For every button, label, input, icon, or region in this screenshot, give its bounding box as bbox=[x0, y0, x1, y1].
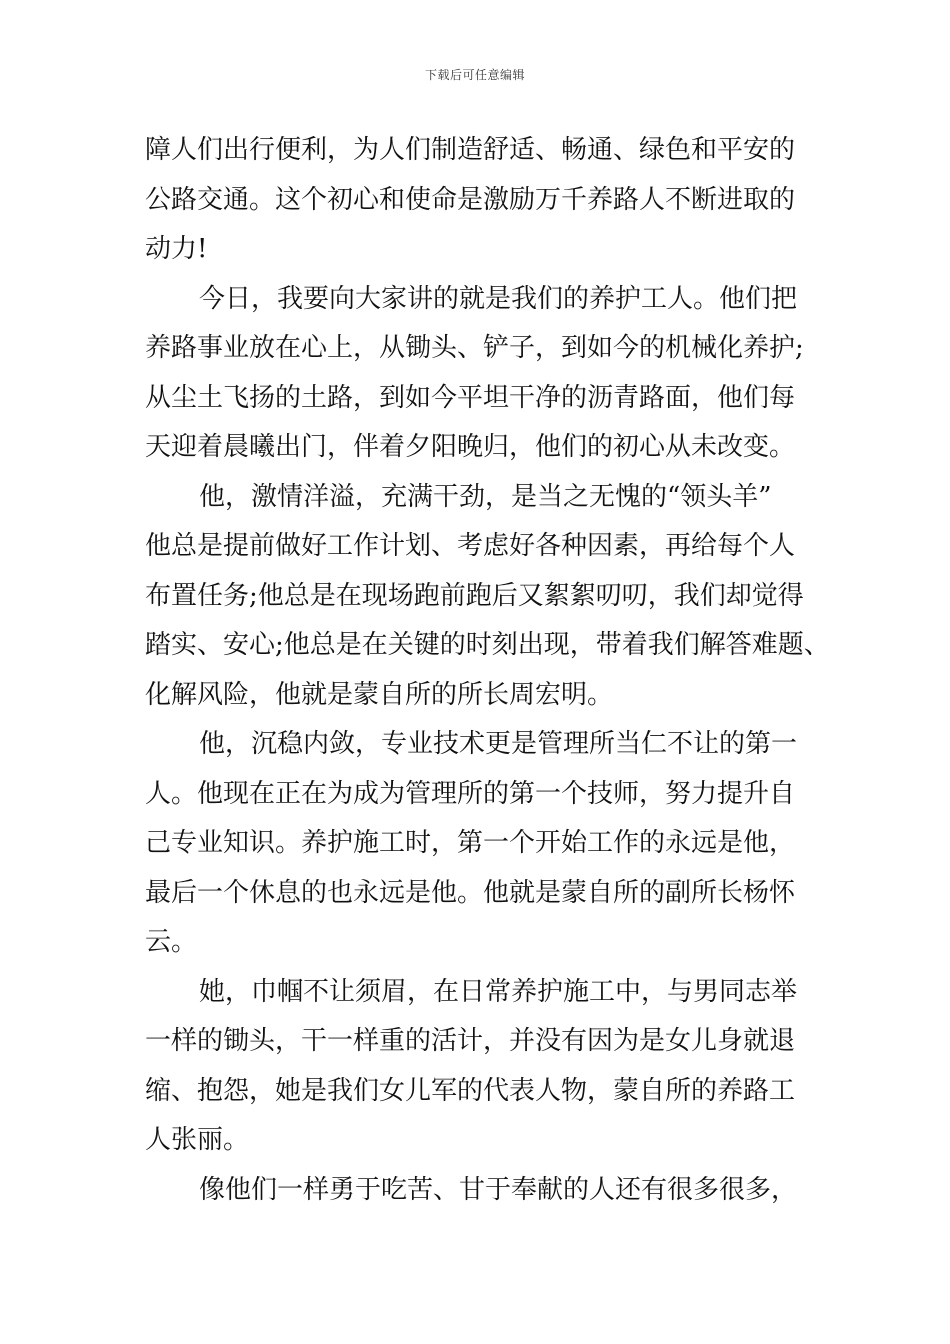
text-line: 障人们出行便利，为人们制造舒适、畅通、绿色和平安的 bbox=[145, 135, 796, 165]
text-line: 他总是提前做好工作计划、考虑好各种因素，再给每个人 bbox=[145, 531, 796, 561]
text-line: 天迎着晨曦出门，伴着夕阳晚归，他们的初心从未改变。 bbox=[145, 432, 796, 462]
text-line: 缩、抱怨，她是我们女儿军的代表人物，蒙自所的养路工 bbox=[145, 1075, 796, 1106]
text-line: 布置任务;他总是在现场跑前跑后又絮絮叨叨，我们却觉得 bbox=[145, 580, 804, 611]
text-line: 人张丽。 bbox=[145, 1125, 250, 1155]
text-line: 养路事业放在心上，从锄头、铲子，到如今的机械化养护; bbox=[145, 333, 804, 363]
paragraph-start-line: 她，巾帼不让须眉，在日常养护施工中，与男同志举 bbox=[199, 976, 798, 1007]
text-line: 最后一个休息的也永远是他。他就是蒙自所的副所长杨怀 bbox=[145, 877, 796, 908]
body-text bbox=[145, 126, 830, 1215]
text-line: 云。 bbox=[145, 927, 198, 957]
paragraph-start-line: 今日，我要向大家讲的就是我们的养护工人。他们把 bbox=[199, 283, 798, 314]
text-line: 公路交通。这个初心和使命是激励万千养路人不断进取的 bbox=[145, 184, 796, 215]
paragraph-start-line: 他，激情洋溢，充满干劲，是当之无愧的“领头羊” bbox=[199, 481, 772, 512]
text-line: 从尘土飞扬的土路，到如今平坦干净的沥青路面，他们每 bbox=[145, 382, 796, 413]
text-line: 己专业知识。养护施工时，第一个开始工作的永远是他， bbox=[145, 828, 796, 858]
paragraph-start-line: 他，沉稳内敛，专业技术更是管理所当仁不让的第一 bbox=[199, 729, 798, 759]
paragraph-start-line: 像他们一样勇于吃苦、甘于奉献的人还有很多很多， bbox=[199, 1174, 798, 1205]
text-line: 踏实、安心;他总是在关键的时刻出现，带着我们解答难题、 bbox=[145, 630, 830, 660]
text-line: 动力! bbox=[145, 234, 208, 264]
text-line: 一样的锄头，干一样重的活计，并没有因为是女儿身就退 bbox=[145, 1026, 796, 1056]
text-line: 化解风险，他就是蒙自所的所长周宏明。 bbox=[145, 679, 614, 710]
page-header: 下载后可任意编辑 bbox=[424, 68, 525, 82]
text-line: 人。他现在正在为成为管理所的第一个技师，努力提升自 bbox=[145, 778, 796, 809]
